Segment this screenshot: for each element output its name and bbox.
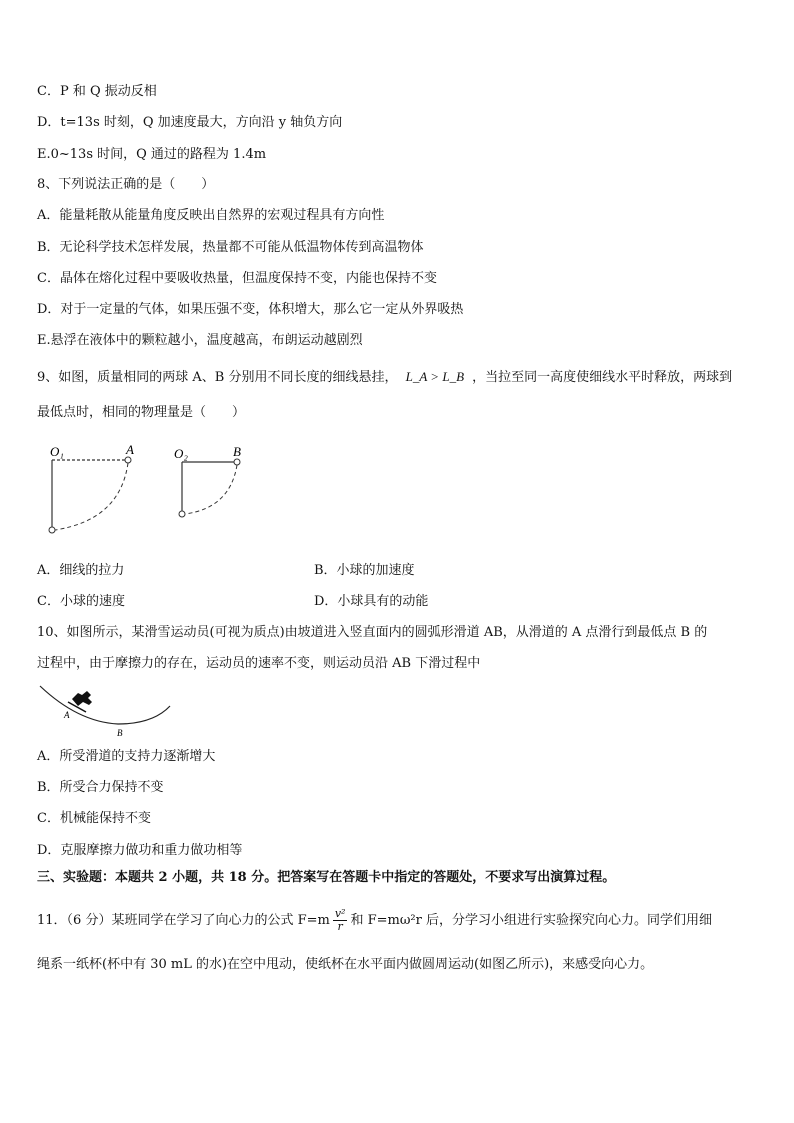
q11-fraction-denominator: r [337, 920, 343, 933]
q11-fraction [333, 908, 348, 933]
ball-a-bottom [49, 527, 55, 533]
q8-stem: 8、下列说法正确的是（ ） [37, 177, 215, 192]
q9-option-c: C．小球的速度 [37, 594, 125, 609]
q9-stem-line1 [37, 369, 732, 386]
label-a: A [126, 442, 134, 457]
label-o1: O₁ [50, 444, 64, 459]
q11-stem-line1 [37, 908, 712, 933]
q7-option-d: D．t=13s 时刻，Q 加速度最大，方向沿 y 轴负方向 [37, 115, 343, 130]
q9-option-d: D．小球具有的动能 [314, 594, 429, 609]
q11-stem-part1: 11．（6 分）某班同学在学习了向心力的公式 F=m [37, 913, 330, 928]
label-point-b: B [117, 728, 123, 738]
q10-option-a: A．所受滑道的支持力逐渐增大 [37, 749, 216, 764]
q8-option-d: D．对于一定量的气体，如果压强不变，体积增大，那么它一定从外界吸热 [37, 302, 464, 317]
q10-option-c: C．机械能保持不变 [37, 811, 151, 826]
q8-option-e: E.悬浮在液体中的颗粒越小，温度越高，布朗运动越剧烈 [37, 333, 363, 348]
q8-option-a: A．能量耗散从能量角度反映出自然界的宏观过程具有方向性 [37, 208, 385, 223]
arc-b [185, 465, 237, 514]
q7-option-c: C．P 和 Q 振动反相 [37, 84, 157, 99]
q9-stem-part1: 9、如图，质量相同的两球 A、B 分别用不同长度的细线悬挂， [37, 370, 398, 385]
q10-ski-track-figure [38, 682, 173, 738]
q8-option-b: B．无论科学技术怎样发展，热量都不可能从低温物体传到高温物体 [37, 240, 424, 255]
q7-option-e: E.0~13s 时间，Q 通过的路程为 1.4m [37, 147, 267, 162]
arc-a [55, 463, 128, 530]
q10-stem-line2: 过程中，由于摩擦力的存在，运动员的速率不变，则运动员沿 AB 下滑过程中 [37, 656, 481, 671]
arc-track [40, 686, 170, 724]
q8-option-c: C．晶体在熔化过程中要吸收热量，但温度保持不变，内能也保持不变 [37, 271, 437, 286]
q11-stem-line2: 绳系一纸杯(杯中有 30 mL 的水)在空中甩动，使纸杯在水平面内做圆周运动(如图乙所示)，来感受向心力。 [37, 957, 654, 972]
ball-b-start [234, 459, 240, 465]
q11-stem-part2: 和 F=mω²r 后，分学习小组进行实验探究向心力。同学们用细 [350, 913, 712, 928]
q10-option-d: D．克服摩擦力做功和重力做功相等 [37, 843, 243, 858]
label-point-a: A [64, 710, 70, 720]
q10-option-b: B．所受合力保持不变 [37, 780, 164, 795]
q9-option-b: B．小球的加速度 [314, 563, 415, 578]
label-o2: O₂ [174, 446, 188, 461]
q9-length-formula: L_A > L_B [405, 369, 465, 384]
label-b: B [233, 444, 241, 459]
q10-stem-line1: 10、如图所示，某滑雪运动员(可视为质点)由坡道进入竖直面内的圆弧形滑道 AB，从滑道的 A 点滑行到最低点 B 的 [37, 625, 708, 640]
q9-stem-part2: ，当拉至同一高度使细线水平时释放，两球到 [472, 370, 733, 385]
q11-fraction-numerator: v² [334, 907, 346, 920]
q9-pendulum-figure [40, 440, 260, 540]
q9-stem-line2: 最低点时，相同的物理量是（ ） [37, 405, 246, 420]
q9-option-a: A．细线的拉力 [37, 563, 125, 578]
skier-icon [72, 691, 92, 706]
section-3-heading: 三、实验题：本题共 2 小题，共 18 分。把答案写在答题卡中指定的答题处，不要求写出演算过程。 [37, 870, 616, 885]
ball-a-start [125, 457, 131, 463]
ball-b-bottom [179, 511, 185, 517]
